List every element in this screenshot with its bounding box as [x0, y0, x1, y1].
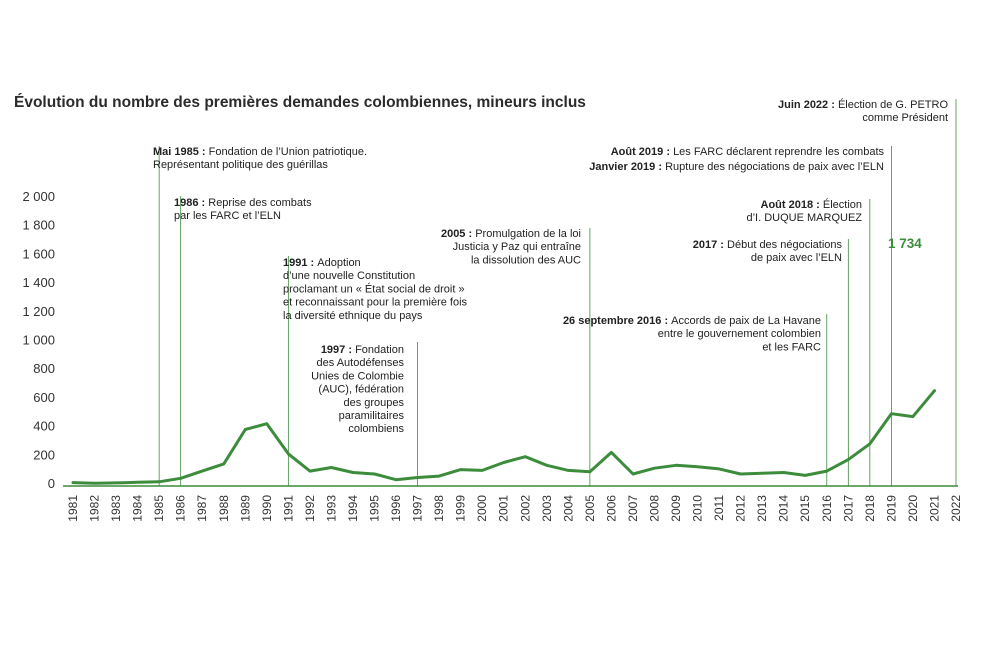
data-point	[417, 477, 419, 479]
x-tick-label: 2013	[755, 495, 770, 522]
annotation-text: d’une nouvelle Constitution	[283, 270, 416, 283]
x-tick-label: 2007	[625, 495, 640, 522]
x-tick-label: 1989	[238, 495, 253, 522]
data-point	[374, 473, 376, 475]
annotation-text: de paix avec l’ELN	[750, 252, 842, 265]
data-point	[438, 475, 440, 477]
annotation-text: Janvier 2019 : Rupture des négociations de paix avec l’ELN	[589, 161, 884, 173]
x-tick-label: 2020	[905, 495, 920, 522]
y-tick-label: 200	[33, 447, 55, 463]
annotations	[153, 98, 956, 486]
x-tick-label: 1998	[432, 495, 447, 522]
x-tick-label: 1990	[259, 495, 274, 522]
annotation-text: Juin 2022 : Élection de G. PETRO	[778, 99, 948, 111]
annotation-text: des Autodéfenses	[316, 357, 404, 370]
annotation-text: et reconnaissant pour la première fois	[283, 296, 468, 309]
x-tick-label: 1982	[87, 495, 102, 522]
x-tick-label: 1996	[389, 495, 404, 522]
data-point	[288, 453, 290, 455]
annotation-text: Août 2019 : Les FARC déclarent reprendre les combats	[610, 146, 884, 158]
data-point	[718, 468, 720, 470]
data-point	[481, 470, 483, 472]
x-tick-label: 2015	[798, 495, 813, 522]
data-point	[783, 472, 785, 474]
data-point	[352, 472, 354, 474]
x-tick-label: 1981	[66, 495, 80, 522]
data-point	[266, 423, 268, 425]
x-tick-label: 1988	[216, 495, 231, 522]
annotation-text: 1986 : Reprise des combats	[174, 197, 312, 209]
data-point	[158, 481, 160, 483]
data-point	[223, 463, 225, 465]
x-tick-label: 2004	[561, 495, 576, 522]
x-tick-label: 2001	[496, 494, 511, 522]
data-point	[740, 473, 742, 475]
x-tick-label: 2018	[862, 495, 877, 522]
x-tick-label: 1995	[367, 495, 382, 522]
x-tick-label: 2017	[841, 495, 856, 522]
annotation-text: Unies de Colombie	[311, 370, 404, 383]
annotation-text: Mai 1985 : Fondation de l’Union patriotique.	[153, 146, 368, 158]
data-point	[137, 481, 139, 483]
y-tick-label: 2 000	[22, 189, 55, 204]
y-tick-label: 0	[47, 476, 55, 491]
x-tick-label: 2010	[690, 495, 705, 522]
data-point	[675, 465, 677, 467]
data-point	[568, 470, 570, 472]
data-point	[460, 469, 462, 471]
x-tick-label: 1986	[173, 495, 188, 522]
x-tick-label: 2021	[927, 495, 942, 522]
y-tick-label: 1 800	[22, 217, 55, 233]
annotation-text: Août 2018 : Élection	[760, 199, 862, 211]
data-point	[804, 475, 806, 477]
annotation-text: la dissolution des AUC	[470, 254, 581, 267]
annotation-text: paramilitaires	[338, 410, 404, 422]
x-tick-label: 2006	[604, 495, 619, 522]
annotation-text: Justicia y Paz qui entraîne	[452, 241, 581, 254]
data-point	[632, 473, 634, 475]
data-point	[654, 467, 656, 469]
series-line	[73, 391, 935, 484]
annotation-text: comme Président	[862, 112, 948, 125]
series	[72, 390, 935, 484]
x-tick-label: 1985	[152, 495, 167, 522]
data-point	[891, 413, 893, 415]
y-tick-label: 600	[33, 389, 55, 405]
data-point	[934, 390, 936, 392]
annotation-text: 2017 : Début des négociations	[692, 239, 842, 251]
x-tick-label: 2003	[539, 495, 554, 522]
x-tick-label: 2009	[669, 495, 684, 522]
y-tick-label: 400	[33, 418, 55, 434]
data-point	[869, 443, 871, 445]
annotation-text: Représentant politique des guérillas	[153, 159, 328, 172]
data-point	[201, 470, 203, 472]
data-point	[524, 456, 526, 458]
annotation-text: 26 septembre 2016 : Accords de paix de La Havane	[562, 315, 821, 327]
annotation-text: d’I. DUQUE MARQUEZ	[746, 212, 862, 225]
annotation-text: 2005 : Promulgation de la loi	[440, 228, 581, 240]
x-tick-label: 1983	[109, 495, 124, 522]
data-point	[611, 452, 613, 454]
data-point	[912, 416, 914, 418]
chart-title: Évolution du nombre des premières demandes colombiennes, mineurs inclus	[14, 94, 586, 111]
y-tick-label: 1 000	[22, 332, 55, 348]
data-point	[503, 462, 505, 464]
annotation-text: colombiens	[348, 423, 404, 436]
x-tick-label: 1993	[324, 495, 339, 522]
x-tick-labels	[66, 495, 963, 522]
annotation-text: et les FARC	[762, 341, 821, 354]
x-tick-label: 2014	[776, 495, 791, 522]
data-point	[761, 472, 763, 474]
x-tick-label: 1999	[453, 495, 468, 522]
data-point	[180, 477, 182, 479]
final-value-label: 1 734	[888, 236, 922, 251]
annotation-text: 1997 : Fondation	[320, 344, 404, 356]
x-tick-label: 2022	[949, 495, 963, 522]
x-tick-label: 1992	[302, 495, 317, 522]
y-axis	[22, 189, 55, 491]
annotation-text: (AUC), fédération	[318, 383, 404, 396]
data-point	[848, 459, 850, 461]
x-tick-label: 2019	[884, 495, 899, 522]
data-point	[244, 429, 246, 431]
data-point	[115, 482, 117, 484]
x-tick-label: 1987	[195, 495, 210, 522]
y-tick-label: 1 400	[22, 275, 55, 291]
x-tick-label: 1991	[281, 495, 296, 522]
x-tick-label: 1997	[410, 495, 425, 522]
x-tick-label: 2011	[712, 495, 727, 521]
data-point	[395, 479, 397, 481]
x-tick-label: 2002	[518, 495, 533, 522]
x-tick-label: 2012	[733, 495, 748, 522]
annotation-text: par les FARC et l’ELN	[174, 210, 281, 223]
annotation-text: 1991 : Adoption	[283, 257, 361, 269]
data-point	[331, 467, 333, 469]
annotation-text: des groupes	[343, 396, 404, 409]
data-point	[546, 465, 548, 467]
x-tick-label: 2005	[582, 495, 597, 522]
data-point	[72, 482, 74, 484]
x-tick-label: 2000	[475, 495, 490, 522]
x-tick-label: 2016	[819, 495, 834, 522]
y-tick-label: 1 600	[22, 246, 55, 262]
data-point	[826, 470, 828, 472]
annotation-text: entre le gouvernement colombien	[657, 328, 821, 341]
annotation-text: la diversité ethnique du pays	[283, 309, 423, 322]
x-tick-label: 2008	[647, 495, 662, 522]
data-point	[309, 470, 311, 472]
x-tick-label: 1984	[130, 495, 145, 522]
y-tick-label: 1 200	[22, 303, 55, 319]
data-point	[94, 482, 96, 484]
y-tick-label: 800	[33, 361, 55, 377]
x-tick-label: 1994	[345, 495, 360, 522]
data-point	[589, 471, 591, 473]
annotation-text: proclamant un « État social de droit »	[283, 283, 465, 296]
data-point	[697, 466, 699, 468]
